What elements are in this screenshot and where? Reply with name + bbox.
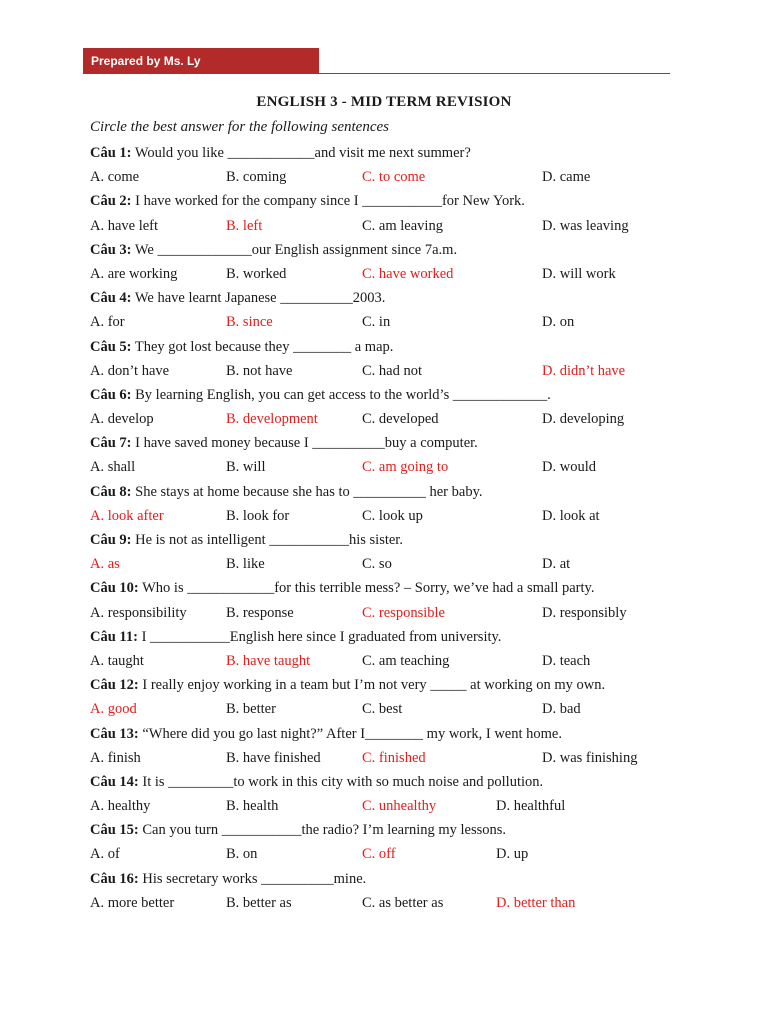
- answer-option[interactable]: D. didn’t have: [542, 362, 626, 379]
- answer-option[interactable]: A. taught: [90, 652, 144, 669]
- question-stem: Who is ____________for this terrible mess? – Sorry, we’ve had a small party.: [138, 580, 595, 597]
- answer-option[interactable]: C. so: [362, 556, 392, 573]
- question-item: [90, 383, 690, 431]
- page-title: ENGLISH 3 - MID TERM REVISION: [256, 94, 512, 110]
- question-item: [90, 818, 690, 866]
- question-item: [90, 625, 690, 673]
- answer-options: [90, 504, 690, 528]
- answer-option[interactable]: D. on: [542, 314, 575, 331]
- answer-options: [90, 214, 690, 238]
- answer-option[interactable]: B. better: [226, 701, 276, 718]
- answer-option[interactable]: A. as: [90, 556, 120, 573]
- answer-option[interactable]: A. of: [90, 846, 120, 863]
- question-stem: “Where did you go last night?” After I________ my work, I went home.: [138, 725, 562, 742]
- answer-options: [90, 746, 690, 770]
- answer-option[interactable]: B. response: [226, 604, 294, 621]
- answer-options: [90, 891, 690, 915]
- answer-option[interactable]: B. not have: [226, 362, 293, 379]
- question-number: Câu 3:: [90, 241, 132, 258]
- question-item: [90, 335, 690, 383]
- answer-option[interactable]: A. look after: [90, 507, 164, 524]
- question-number: Câu 1:: [90, 145, 132, 161]
- question-number: Câu 7:: [90, 435, 132, 452]
- question-text: [90, 576, 690, 600]
- answer-option[interactable]: C. have worked: [362, 265, 454, 282]
- answer-option[interactable]: C. look up: [362, 507, 423, 524]
- question-text: [90, 189, 690, 213]
- answer-option[interactable]: C. developed: [362, 411, 439, 428]
- answer-option[interactable]: D. at: [542, 556, 571, 573]
- question-item: [90, 141, 690, 189]
- answer-option[interactable]: D. teach: [542, 652, 591, 669]
- answer-options: [90, 697, 690, 721]
- question-stem: I have saved money because I __________buy a computer.: [131, 435, 478, 452]
- answer-option[interactable]: C. to come: [362, 169, 426, 186]
- answer-option[interactable]: B. worked: [226, 265, 287, 282]
- answer-option[interactable]: C. in: [362, 314, 391, 331]
- question-text: [90, 867, 690, 891]
- answer-option[interactable]: B. better as: [226, 894, 292, 911]
- answer-option[interactable]: D. came: [542, 169, 591, 186]
- answer-option[interactable]: A. responsibility: [90, 604, 187, 621]
- answer-option[interactable]: B. health: [226, 798, 279, 815]
- question-item: [90, 480, 690, 528]
- answer-option[interactable]: B. have taught: [226, 652, 311, 669]
- header-divider: [319, 73, 670, 74]
- question-number: Câu 14:: [90, 773, 139, 790]
- question-number: Câu 2:: [90, 193, 132, 210]
- answer-options: [90, 552, 690, 576]
- author-label: Prepared by Ms. Ly: [91, 54, 201, 68]
- answer-option[interactable]: B. coming: [226, 169, 287, 186]
- question-item: [90, 673, 690, 721]
- question-number: Câu 12:: [90, 677, 139, 694]
- answer-option[interactable]: C. am leaving: [362, 217, 443, 234]
- question-text: [90, 141, 690, 165]
- question-text: [90, 238, 690, 262]
- answer-options: [90, 649, 690, 673]
- answer-option[interactable]: D. was finishing: [542, 749, 638, 766]
- question-number: Câu 6:: [90, 386, 132, 403]
- answer-option[interactable]: C. as better as: [362, 894, 444, 911]
- question-number: Câu 4:: [90, 290, 132, 307]
- answer-options: [90, 165, 690, 189]
- answer-option[interactable]: A. for: [90, 314, 125, 331]
- question-text: [90, 673, 690, 697]
- answer-option[interactable]: B. look for: [226, 507, 290, 524]
- answer-option[interactable]: D. look at: [542, 507, 600, 524]
- question-text: [90, 335, 690, 359]
- answer-option[interactable]: C. off: [362, 846, 396, 863]
- question-text: [90, 286, 690, 310]
- question-text: [90, 431, 690, 455]
- question-number: Câu 16:: [90, 870, 139, 887]
- answer-options: [90, 262, 690, 286]
- question-number: Câu 15:: [90, 822, 139, 839]
- question-text: [90, 480, 690, 504]
- question-number: Câu 13:: [90, 725, 139, 742]
- answer-option[interactable]: D. bad: [542, 701, 581, 718]
- question-stem: She stays at home because she has to __________ her baby.: [131, 483, 483, 500]
- answer-option[interactable]: D. developing: [542, 411, 625, 428]
- question-number: Câu 11:: [90, 628, 138, 645]
- answer-option[interactable]: A. more better: [90, 894, 175, 911]
- answer-option[interactable]: B. since: [226, 314, 273, 331]
- question-number: Câu 8:: [90, 483, 132, 500]
- answer-options: [90, 842, 690, 866]
- question-text: [90, 770, 690, 794]
- answer-option[interactable]: A. come: [90, 169, 140, 186]
- answer-options: [90, 601, 690, 625]
- answer-option[interactable]: D. would: [542, 459, 596, 476]
- question-stem: His secretary works __________mine.: [138, 870, 367, 887]
- question-text: [90, 625, 690, 649]
- question-stem: It is _________to work in this city with so much noise and pollution.: [138, 773, 544, 790]
- question-stem: We _____________our English assignment since 7a.m.: [131, 241, 458, 258]
- answer-option[interactable]: D. was leaving: [542, 217, 629, 234]
- answer-option[interactable]: A. good: [90, 701, 137, 718]
- question-number: Câu 9:: [90, 532, 132, 548]
- answer-option[interactable]: C. unhealthy: [362, 798, 437, 815]
- question-stem: Would you like ____________and visit me next summer?: [131, 145, 471, 161]
- answer-option[interactable]: B. will: [226, 459, 266, 476]
- answer-option[interactable]: C. finished: [362, 749, 426, 766]
- answer-option[interactable]: C. responsible: [362, 604, 445, 621]
- answer-option[interactable]: D. healthful: [496, 798, 566, 815]
- answer-option[interactable]: B. have finished: [226, 749, 321, 766]
- answer-option[interactable]: C. am going to: [362, 459, 449, 476]
- answer-option[interactable]: B. development: [226, 411, 318, 428]
- answer-option[interactable]: D. better than: [496, 894, 576, 911]
- question-item: [90, 238, 690, 286]
- instruction-text: Circle the best answer for the following sentences: [90, 119, 389, 135]
- answer-option[interactable]: A. finish: [90, 749, 141, 766]
- answer-option[interactable]: C. best: [362, 701, 403, 718]
- author-banner: [83, 48, 319, 74]
- answer-option[interactable]: A. have left: [90, 217, 159, 234]
- question-number: Câu 10:: [90, 580, 139, 597]
- question-text: [90, 383, 690, 407]
- question-item: [90, 867, 690, 915]
- answer-options: [90, 455, 690, 479]
- answer-option[interactable]: D. responsibly: [542, 604, 627, 621]
- question-stem: I really enjoy working in a team but I’m not very _____ at working on my own.: [138, 677, 606, 694]
- question-item: [90, 189, 690, 237]
- question-item: [90, 528, 690, 576]
- answer-option[interactable]: A. develop: [90, 411, 154, 428]
- answer-option[interactable]: A. healthy: [90, 798, 151, 815]
- question-item: [90, 722, 690, 770]
- answer-option[interactable]: C. had not: [362, 362, 423, 379]
- question-stem: Can you turn ___________the radio? I’m learning my lessons.: [138, 822, 507, 839]
- answer-option[interactable]: D. up: [496, 846, 529, 863]
- question-number: Câu 5:: [90, 338, 132, 355]
- question-stem: We have learnt Japanese __________2003.: [131, 290, 386, 307]
- answer-option[interactable]: A. don’t have: [90, 362, 170, 379]
- question-text: [90, 818, 690, 842]
- answer-option[interactable]: B. left: [226, 217, 263, 234]
- question-stem: I ___________English here since I graduated from university.: [137, 628, 502, 645]
- question-text: [90, 528, 690, 552]
- answer-option[interactable]: B. like: [226, 556, 265, 573]
- question-stem: By learning English, you can get access to the world’s _____________.: [131, 386, 551, 403]
- answer-option[interactable]: A. shall: [90, 459, 136, 476]
- question-stem: They got lost because they ________ a map.: [131, 338, 394, 355]
- question-stem: He is not as intelligent ___________his sister.: [131, 532, 403, 548]
- answer-options: [90, 310, 690, 334]
- answer-options: [90, 794, 690, 818]
- answer-option[interactable]: A. are working: [90, 265, 178, 282]
- answer-option[interactable]: B. on: [226, 846, 258, 863]
- question-item: [90, 576, 690, 624]
- question-text: [90, 722, 690, 746]
- answer-option[interactable]: D. will work: [542, 265, 616, 282]
- question-item: [90, 431, 690, 479]
- question-list: [90, 141, 690, 915]
- answer-option[interactable]: C. am teaching: [362, 652, 450, 669]
- question-item: [90, 286, 690, 334]
- answer-options: [90, 407, 690, 431]
- answer-options: [90, 359, 690, 383]
- question-item: [90, 770, 690, 818]
- question-stem: I have worked for the company since I ___________for New York.: [131, 193, 525, 210]
